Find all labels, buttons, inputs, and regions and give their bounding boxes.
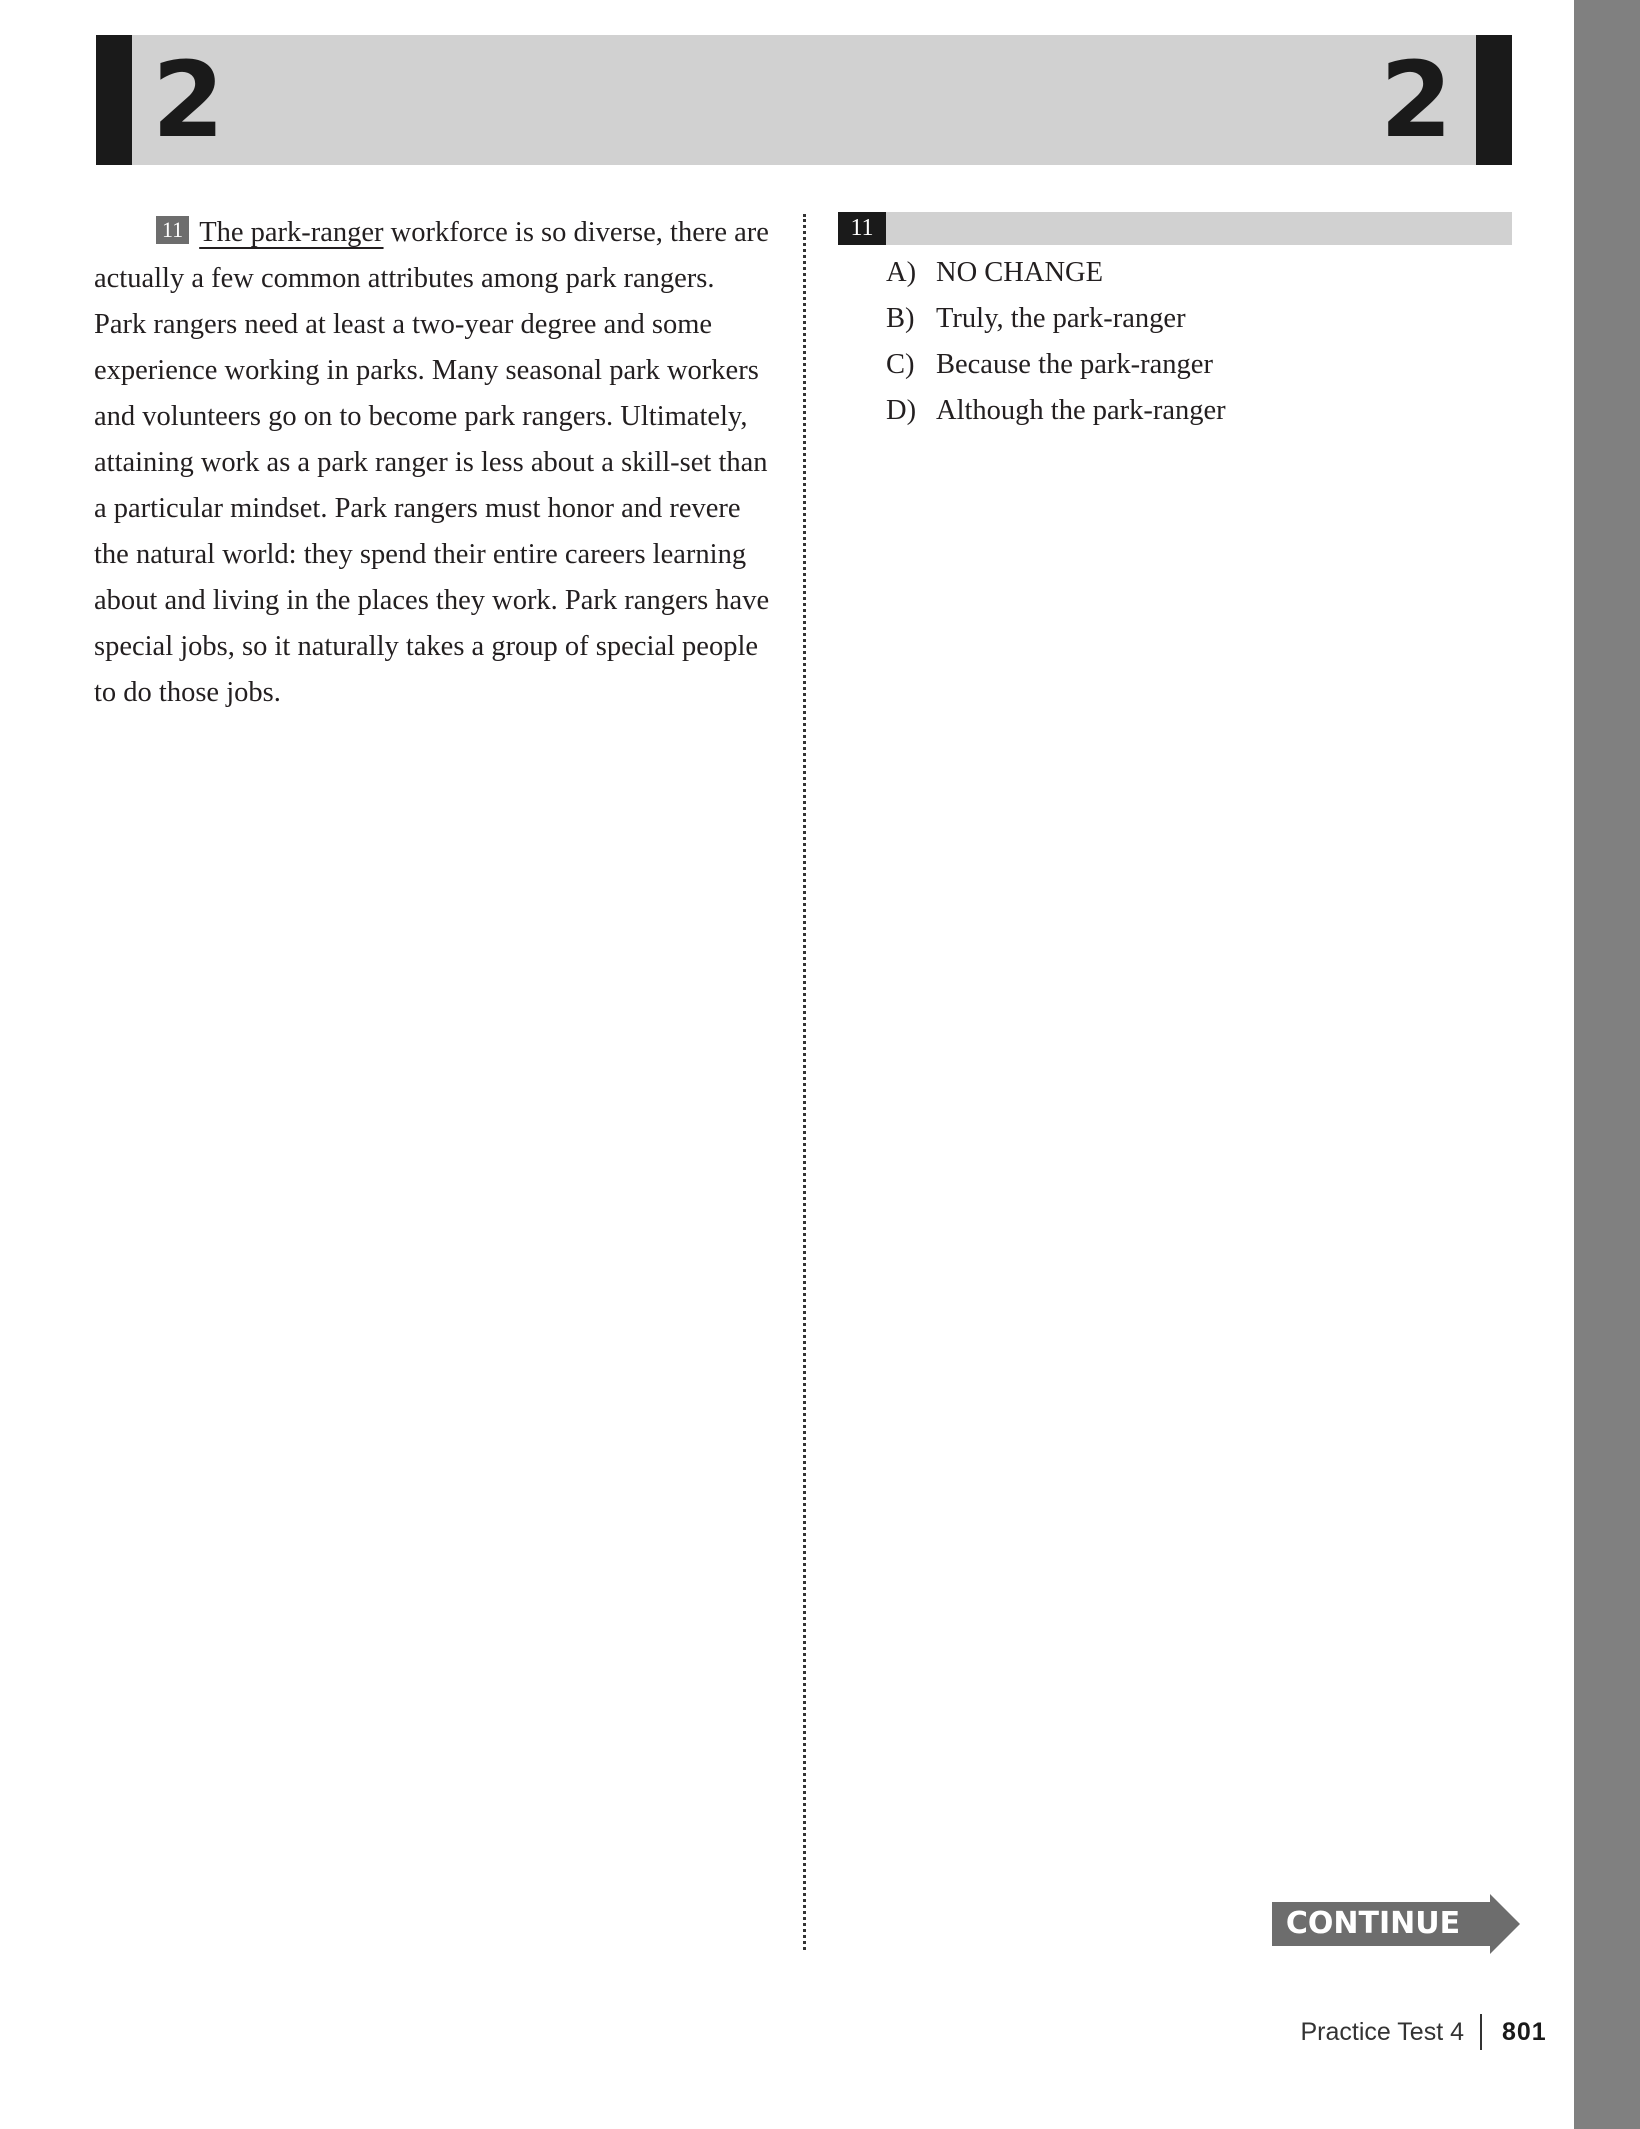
- column-divider: [803, 214, 806, 1950]
- choice-letter: C): [886, 349, 915, 380]
- question-number: 11: [838, 212, 886, 245]
- choice-text: Truly, the park-ranger: [936, 303, 1186, 334]
- choice-letter: B): [886, 303, 915, 334]
- choice-a[interactable]: [886, 250, 1226, 296]
- choice-letter: A): [886, 257, 917, 288]
- underlined-portion: The park-ranger: [199, 217, 384, 248]
- header-marker-right: [1476, 35, 1512, 165]
- continue-label: CONTINUE: [1285, 1906, 1461, 1941]
- page-footer: [1240, 2010, 1547, 2054]
- answer-choices: [886, 250, 1226, 434]
- question-header: [838, 212, 1512, 245]
- section-header-bar: [96, 35, 1512, 165]
- choice-c[interactable]: [886, 342, 1226, 388]
- footer-separator: [1480, 2014, 1482, 2050]
- arrow-right-icon: [1490, 1894, 1520, 1954]
- passage-question-number: 11: [156, 216, 189, 244]
- choice-d[interactable]: [886, 388, 1226, 434]
- page-number: 801: [1502, 2018, 1547, 2046]
- choice-text: Because the park-ranger: [936, 349, 1213, 380]
- choice-b[interactable]: [886, 296, 1226, 342]
- continue-button[interactable]: [1272, 1894, 1520, 1954]
- header-marker-left: [96, 35, 132, 165]
- section-number-left: 2: [152, 39, 225, 161]
- footer-label: Practice Test 4: [1300, 2018, 1464, 2046]
- section-number-right: 2: [1380, 39, 1453, 161]
- side-strip: [1574, 0, 1640, 2129]
- choice-text: Although the park-ranger: [936, 395, 1226, 426]
- choice-letter: D): [886, 395, 917, 426]
- choice-text: NO CHANGE: [936, 257, 1104, 288]
- passage-text: [94, 210, 770, 716]
- passage-body: workforce is so diverse, there are actually a few common attributes among park rangers. Park rangers need at least a two-year degree and some experience working in parks. Many seasonal park workers and volunteers go on to become park rangers. Ultimately, attaining work as a park ranger is less about a skill-set than a particular mindset. Park rangers must honor and revere the natural world: they spend their entire careers learning about and living in the places they work. Park rangers have special jobs, so it naturally takes a group of special people to do those jobs.: [94, 217, 770, 708]
